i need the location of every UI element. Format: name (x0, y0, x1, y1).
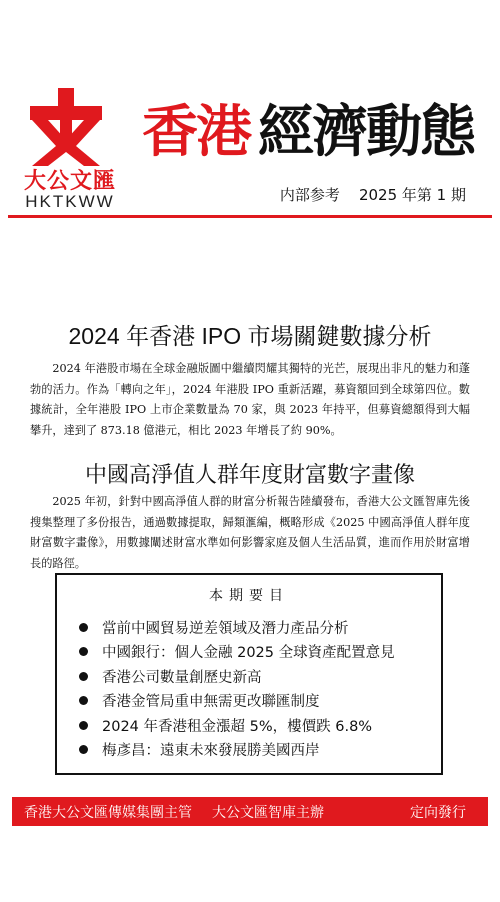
article-2-body: 2025 年初，針對中國高淨值人群的財富分析報告陸續發布，香港大公文匯智庫先後搜集整理了多份报告，通過數據提取，歸類滙編，概略形成《2025 中國高淨值人群年度財富數字畫像》，用數據闡述財富水準如何影響家庭及個人生活品質，進而作用於財富增長的路徑。 (30, 495, 470, 570)
list-item (79, 640, 395, 665)
masthead-black-part: 經濟動態 (258, 99, 474, 165)
list-item (79, 664, 395, 689)
bullet-icon (79, 745, 88, 754)
logo-emblem-icon (24, 88, 108, 166)
list-item-text: 香港公司數量創歷史新高 (102, 669, 262, 686)
article-2-title: 中國高淨值人群年度財富數字畫像 (84, 462, 415, 487)
highlights-box (55, 573, 443, 775)
list-item-text: 香港金管局重申無需更改聯匯制度 (102, 694, 320, 711)
publisher-logo (10, 88, 130, 218)
bullet-icon (79, 721, 88, 730)
highlights-title: 本期要目 (209, 588, 289, 604)
footer-supervisor: 香港大公文匯傳媒集團主管 (24, 804, 192, 821)
bullet-icon (79, 672, 88, 681)
masthead-title (142, 94, 492, 174)
footer-organizer: 大公文匯智庫主辦 (212, 804, 324, 821)
highlights-list (79, 615, 395, 762)
list-item-text: 梅彥昌：遠東未來發展勝美國西岸 (102, 743, 320, 760)
article-1-title: 2024 年香港 IPO 市場關鍵數據分析 (68, 323, 432, 349)
list-item-text: 當前中國貿易逆差領域及潛力產品分析 (102, 620, 349, 637)
list-item (79, 615, 395, 640)
bullet-icon (79, 696, 88, 705)
masthead-red-part: 香港 (142, 99, 250, 165)
list-item (79, 689, 395, 714)
list-item-text: 中國銀行：個人金融 2025 全球資產配置意見 (102, 645, 395, 662)
issue-label: 内部参考 2025 年第 1 期 (279, 186, 466, 204)
list-item (79, 738, 395, 763)
header-divider (8, 215, 492, 218)
footer-distribution: 定向發行 (410, 804, 466, 821)
list-item (79, 713, 395, 738)
logo-chinese-name: 大公文匯 (23, 168, 116, 194)
logo-english-name: HKTKWW (25, 192, 115, 211)
bullet-icon (79, 623, 88, 632)
article-1-body: 2024 年港股市場在全球金融版圖中繼續閃耀其獨特的光芒，展現出非凡的魅力和蓬勃的活力。作為「轉向之年」，2024 年港股 IPO 重新活躍，募資額回到全球第四位。數據統計，全年港股 IPO 上市企業數量為 70 家，與 2023 年持平，但募資總額得到大幅攀升，達到了 873.18 億港元，相比 2023 年增長了約 90%。 (30, 362, 470, 437)
bullet-icon (79, 647, 88, 656)
footer-bar (12, 797, 488, 826)
list-item-text: 2024 年香港租金漲超 5%，樓價跌 6.8% (102, 718, 373, 735)
